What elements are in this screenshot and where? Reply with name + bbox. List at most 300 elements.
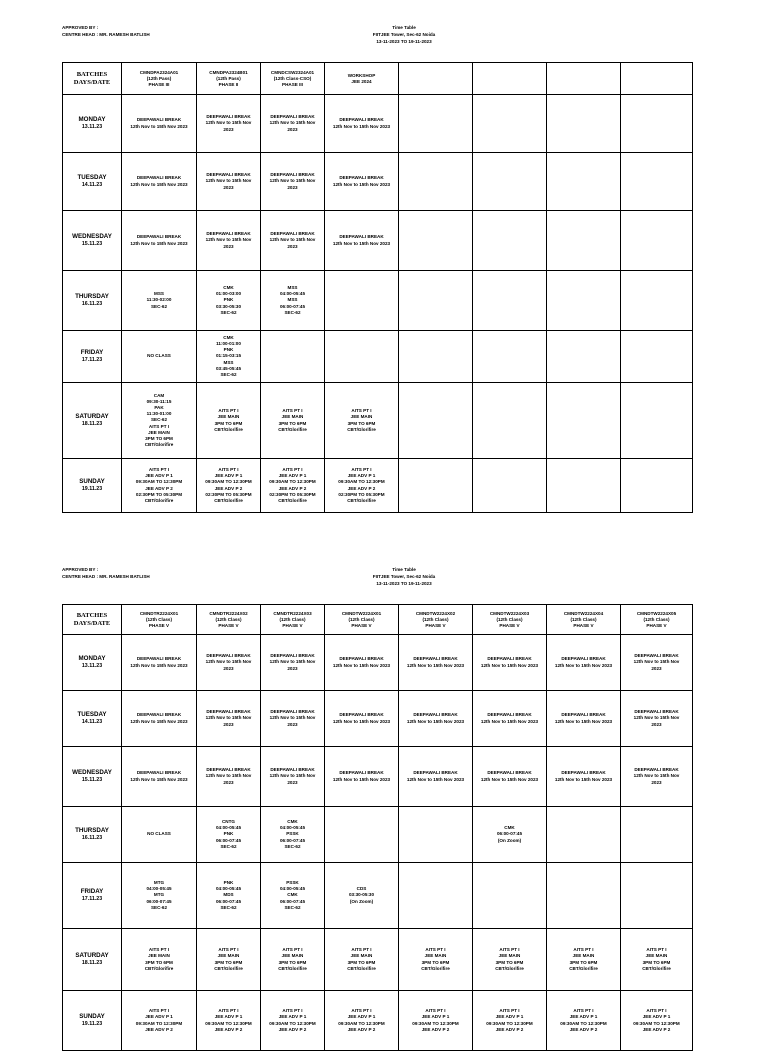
batch-header (122, 63, 197, 95)
schedule-line: 11:30-02:00 (146, 297, 172, 303)
schedule-line: JEE ADV P 1 (569, 1014, 598, 1020)
day-date: 14.11.23 (81, 718, 103, 725)
day-date: 19.11.23 (81, 485, 103, 492)
day-name: SATURDAY (75, 952, 109, 959)
schedule-cell (473, 459, 547, 513)
schedule-line: CBT/Glorifire (495, 965, 524, 971)
schedule-line: DEEPAWALI BREAK (339, 770, 384, 776)
day-date: 19.11.23 (81, 1020, 103, 1027)
schedule-line: 12th Nov to 15th Nov 2023 (332, 776, 391, 782)
schedule-line: MSS (154, 291, 164, 297)
schedule-line: AITS PT I (148, 466, 170, 472)
schedule-line: 04:00-05:45 (279, 825, 306, 831)
schedule-cell (197, 459, 261, 513)
schedule-cell (547, 747, 621, 807)
schedule-line: DEEPAWALI BREAK (206, 114, 251, 120)
batch-header (547, 605, 621, 635)
schedule-line: 03:30-05:30 (348, 892, 375, 898)
schedule-line: JEE MAIN (281, 414, 304, 420)
schedule-line: DEEPAWALI BREAK (206, 231, 251, 237)
schedule-cell (261, 863, 325, 929)
batch-header-line: (12th Class) (145, 616, 173, 622)
schedule-line: 2023 (651, 721, 662, 727)
schedule-line: MTG (153, 892, 165, 898)
schedule-cell (621, 807, 693, 863)
schedule-line: DEEPAWALI BREAK (136, 117, 182, 123)
schedule-cell (399, 635, 473, 691)
batches-days-corner (63, 605, 122, 635)
schedule-cell (122, 95, 197, 153)
schedule-line: JEE ADV P 1 (145, 473, 173, 479)
schedule-line: JEE MAIN (148, 429, 170, 435)
schedule-cell (399, 691, 473, 747)
schedule-cell (261, 383, 325, 459)
schedule-line: 2023 (223, 721, 234, 727)
schedule-cell (325, 331, 399, 383)
schedule-cell (547, 991, 621, 1051)
schedule-cell (621, 459, 693, 513)
schedule-line: SEC-62 (220, 372, 237, 377)
schedule-cell (621, 929, 693, 991)
schedule-line: 12th Nov to 15th Nov 2023 (554, 718, 613, 724)
schedule-cell (197, 863, 261, 929)
batch-header-line: PHASE V (282, 622, 303, 628)
day-name: WEDNESDAY (72, 233, 112, 240)
day-date: 15.11.23 (81, 240, 103, 247)
centre-head-label: CENTRE HEAD : MR. RAMESH BATLISH (62, 32, 150, 37)
schedule-line: 09:30AM TO 12:30PM (412, 1020, 459, 1026)
schedule-cell (197, 383, 261, 459)
schedule-line: AITS PT I (148, 1008, 170, 1014)
batch-header-line: (12th Class) (422, 616, 449, 622)
schedule-line: 01:00-03:00 (215, 291, 242, 297)
schedule-line: 09:30AM TO 12:30PM (205, 479, 252, 485)
batch-header-line: CMNDTW2224X05 (636, 610, 677, 616)
schedule-line: MTG (153, 879, 165, 885)
schedule-line: DEEPAWALI BREAK (634, 767, 679, 773)
batch-header-line: CMNDPA2324A01 (139, 69, 179, 75)
schedule-line: 2023 (223, 779, 234, 785)
schedule-line: JEE ADV P 2 (421, 1026, 450, 1032)
schedule-cell (261, 271, 325, 331)
day-date: 14.11.23 (81, 181, 103, 188)
schedule-cell (122, 635, 197, 691)
schedule-cell (325, 929, 399, 991)
schedule-line: 3PM TO 6PM (145, 436, 173, 441)
day-date-cell (63, 747, 122, 807)
schedule-line: AITS PT I (499, 947, 520, 953)
schedule-line: DEEPAWALI BREAK (561, 656, 606, 662)
day-name: THURSDAY (75, 293, 109, 300)
schedule-cell (261, 153, 325, 211)
schedule-line: DEEPAWALI BREAK (413, 656, 458, 662)
schedule-line: DEEPAWALI BREAK (561, 712, 606, 718)
day-date-cell (63, 331, 122, 383)
batch-header-line: (12th Class) (570, 616, 597, 622)
batch-header-line: (12th Class) (279, 616, 306, 622)
schedule-line: JEE ADV P 2 (214, 485, 243, 491)
schedule-line: JEE ADV P 2 (347, 485, 376, 491)
schedule-cell (122, 459, 197, 513)
schedule-cell (261, 331, 325, 383)
day-name: MONDAY (78, 655, 106, 662)
day-row (63, 153, 693, 211)
schedule-line: 2023 (223, 184, 234, 190)
batch-header (261, 605, 325, 635)
schedule-cell (325, 635, 399, 691)
schedule-line: CBT/Glorifire (278, 965, 307, 971)
schedule-line: 12th Nov to 15th Nov 2023 (554, 776, 613, 782)
schedule-line: 06:00-07:45 (215, 898, 242, 904)
day-row (63, 95, 693, 153)
schedule-line: 09:30AM TO 12:30PM (560, 1020, 607, 1026)
schedule-line: (On Zoom) (349, 898, 374, 904)
schedule-cell (473, 271, 547, 331)
day-row (63, 863, 693, 929)
batch-header-line: CMNDTW2224X01 (341, 610, 382, 616)
schedule-line: 11:00-01:00 (216, 340, 241, 346)
schedule-cell (621, 153, 693, 211)
schedule-cell (122, 991, 197, 1051)
schedule-cell (325, 807, 399, 863)
schedule-cell (547, 691, 621, 747)
schedule-line: SEC-62 (150, 303, 168, 309)
schedule-line: 12th Nov to 15th Nov (633, 659, 680, 665)
schedule-line: 2023 (223, 665, 234, 671)
schedule-line: JEE MAIN (424, 953, 447, 959)
day-row (63, 747, 693, 807)
schedule-line: PAK (154, 404, 164, 410)
schedule-line: 04:00-05:45 (279, 886, 306, 892)
schedule-line: AITS PT I (148, 947, 170, 953)
batch-header-line: PHASE II (218, 81, 239, 87)
schedule-line: 09:30AM TO 12:30PM (338, 479, 385, 485)
schedule-line: 12th Nov to 15th Nov 2023 (332, 718, 391, 724)
schedule-line: PNK (223, 297, 234, 303)
schedule-line: NO CLASS (147, 353, 171, 359)
schedule-line: 12th Nov to 15th Nov 2023 (130, 718, 188, 724)
schedule-line: CDS (356, 886, 367, 892)
schedule-cell (547, 153, 621, 211)
schedule-line: 12th Nov to 15th Nov 2023 (130, 240, 188, 246)
batch-header (473, 605, 547, 635)
schedule-cell (122, 211, 197, 271)
schedule-line: DEEPAWALI BREAK (270, 231, 315, 237)
schedule-line: AITS PT I (282, 466, 303, 472)
schedule-cell (473, 863, 547, 929)
schedule-line: 12th Nov to 15th Nov 2023 (480, 718, 539, 724)
schedule-line: (On Zoom) (497, 837, 522, 843)
schedule-line: 3PM TO 6PM (347, 959, 376, 965)
schedule-cell (261, 635, 325, 691)
schedule-line: 12th Nov to 15th Nov 2023 (332, 181, 391, 187)
schedule-line: CBT/Glorifire (642, 965, 671, 971)
schedule-cell (325, 691, 399, 747)
schedule-line: 2023 (223, 243, 234, 249)
batch-header-line: JEE 2024 (351, 78, 372, 84)
schedule-line: AITS PT I (148, 423, 170, 429)
schedule-cell (325, 95, 399, 153)
batch-header (197, 605, 261, 635)
batch-header-line: (12th Class) (496, 616, 523, 622)
schedule-line: 12th Nov to 15th Nov (269, 178, 316, 184)
schedule-line: 3PM TO 6PM (145, 959, 173, 965)
day-row (63, 807, 693, 863)
schedule-line: PNK (223, 831, 234, 837)
day-date: 16.11.23 (81, 834, 103, 841)
schedule-line: JEE ADV P 1 (495, 1014, 524, 1020)
schedule-cell (261, 747, 325, 807)
schedule-line: JEE MAIN (217, 953, 240, 959)
schedule-line: JEE ADV P 2 (145, 1026, 173, 1032)
venue-label: FIITJEE Tower, Sec-62 Noida (372, 32, 436, 37)
schedule-line: JEE ADV P 1 (347, 1014, 376, 1020)
schedule-cell (473, 153, 547, 211)
schedule-line: CBT/Glorifire (347, 426, 376, 432)
batch-header-line: (12th Class-CSO) (273, 75, 312, 81)
schedule-line: CMK (223, 284, 234, 290)
schedule-line: DEEPAWALI BREAK (206, 767, 251, 773)
schedule-line: MSS (287, 297, 298, 303)
schedule-line: 02:30PM TO 05:30PM (205, 491, 252, 497)
schedule-cell (197, 635, 261, 691)
schedule-line: AITS PT I (218, 408, 239, 414)
schedule-line: AITS PT I (573, 947, 594, 953)
schedule-cell (399, 863, 473, 929)
schedule-cell (325, 863, 399, 929)
schedule-cell (473, 211, 547, 271)
day-date-cell (63, 807, 122, 863)
schedule-line: 12th Nov to 15th Nov 2023 (406, 718, 465, 724)
schedule-cell (473, 691, 547, 747)
timetable-2 (62, 604, 693, 1051)
schedule-line: CAM (153, 392, 165, 398)
schedule-line: DEEPAWALI BREAK (136, 770, 182, 776)
schedule-cell (325, 459, 399, 513)
schedule-line: AITS PT I (282, 408, 303, 414)
schedule-cell (261, 691, 325, 747)
batch-header (122, 605, 197, 635)
schedule-line: SEC-62 (220, 904, 237, 910)
schedule-line: 12th Nov to 15th Nov (633, 773, 680, 779)
schedule-line: 09:30AM TO 12:30PM (135, 1020, 183, 1026)
schedule-line: CMK (504, 825, 515, 831)
schedule-cell (621, 747, 693, 807)
day-name: TUESDAY (77, 711, 107, 718)
schedule-cell (621, 95, 693, 153)
schedule-cell (473, 747, 547, 807)
schedule-line: JEE ADV P 1 (278, 473, 307, 479)
schedule-line: JEE ADV P 1 (642, 1014, 671, 1020)
schedule-line: 06:00-07:45 (279, 303, 306, 309)
schedule-line: DEEPAWALI BREAK (206, 172, 251, 178)
schedule-line: AITS PT I (351, 947, 372, 953)
schedule-cell (547, 271, 621, 331)
schedule-line: 09:30AM TO 12:30PM (338, 1020, 385, 1026)
schedule-line: 04:00-05:45 (215, 825, 242, 831)
day-row (63, 691, 693, 747)
schedule-line: AITS PT I (573, 1008, 594, 1014)
schedule-line: SEC-62 (284, 843, 301, 849)
day-name: MONDAY (78, 116, 106, 123)
schedule-line: 3PM TO 6PM (569, 959, 598, 965)
schedule-line: 12th Nov to 15th Nov (269, 659, 316, 665)
schedule-cell (621, 331, 693, 383)
day-date: 13.11.23 (81, 123, 103, 130)
day-date-cell (63, 271, 122, 331)
schedule-cell (325, 211, 399, 271)
schedule-line: 12th Nov to 15th Nov 2023 (130, 181, 188, 187)
schedule-line: AITS PT I (425, 947, 446, 953)
day-row (63, 459, 693, 513)
schedule-line: 09:30AM TO 12:30PM (205, 1020, 252, 1026)
schedule-cell (621, 691, 693, 747)
schedule-line: 2023 (287, 184, 298, 190)
schedule-line: CBT/Glorifire (214, 965, 243, 971)
schedule-line: PNK (223, 879, 234, 885)
schedule-line: 04:00-05:45 (279, 291, 306, 297)
timetable-title: Time Table (392, 25, 416, 30)
batch-header (399, 605, 473, 635)
schedule-line: 3PM TO 6PM (495, 959, 524, 965)
batch-header-line: PHASE V (218, 622, 239, 628)
schedule-line: SEC-62 (284, 309, 301, 315)
schedule-line: DEEPAWALI BREAK (136, 234, 182, 240)
schedule-line: DEEPAWALI BREAK (136, 656, 182, 662)
day-date-cell (63, 691, 122, 747)
schedule-line: 12th Nov to 15th Nov (205, 715, 252, 721)
schedule-cell (399, 95, 473, 153)
schedule-line: NO CLASS (147, 831, 171, 837)
schedule-line: JEE ADV P 1 (278, 1014, 307, 1020)
schedule-line: JEE MAIN (645, 953, 668, 959)
batch-header-line: PHASE V (499, 622, 520, 628)
schedule-line: SEC-62 (220, 309, 237, 315)
schedule-line: 12th Nov to 15th Nov 2023 (130, 662, 188, 668)
schedule-line: 3PM TO 6PM (278, 959, 307, 965)
schedule-line: JEE ADV P 1 (145, 1014, 173, 1020)
schedule-line: 09:30AM TO 12:30PM (269, 1020, 316, 1026)
batch-header-line: CMNDTR2224X02 (209, 610, 248, 616)
schedule-line: 12th Nov to 15th Nov (269, 120, 316, 126)
schedule-cell (473, 929, 547, 991)
schedule-cell (473, 807, 547, 863)
schedule-line: 09:30AM TO 12:30PM (135, 479, 183, 485)
schedule-line: DEEPAWALI BREAK (339, 175, 384, 181)
schedule-cell (621, 863, 693, 929)
approved-by-label: APPROVED BY : (62, 567, 99, 572)
day-date: 16.11.23 (81, 300, 103, 307)
schedule-line: JEE ADV P 1 (347, 473, 376, 479)
schedule-line: CBT/Glorifire (347, 497, 376, 503)
batch-header (325, 63, 399, 95)
schedule-line: 02:30PM TO 05:30PM (338, 491, 385, 497)
batch-header-line: PHASE III (282, 81, 303, 87)
day-date-cell (63, 929, 122, 991)
corner-batches-label: BATCHES (76, 70, 108, 78)
schedule-line: 3PM TO 6PM (421, 959, 450, 965)
schedule-cell (473, 95, 547, 153)
schedule-line: 2023 (287, 721, 298, 727)
batch-header-line: CMNDTW2224X04 (563, 610, 604, 616)
day-name: FRIDAY (80, 888, 104, 895)
schedule-cell (261, 459, 325, 513)
schedule-line: CMK (287, 818, 298, 824)
day-name: TUESDAY (77, 174, 107, 181)
batch-header-line: (12th Pass) (216, 75, 241, 81)
timetable-1 (62, 62, 693, 513)
schedule-line: JEE MAIN (498, 953, 521, 959)
schedule-line: DEEPAWALI BREAK (487, 656, 532, 662)
day-date-cell (63, 383, 122, 459)
batch-header (197, 63, 261, 95)
schedule-line: 02:30PM TO 05:30PM (269, 491, 316, 497)
schedule-line: AITS PT I (499, 1008, 520, 1014)
schedule-line: JEE MAIN (350, 414, 373, 420)
schedule-line: 12th Nov to 15th Nov 2023 (332, 662, 391, 668)
schedule-line: 12th Nov to 15th Nov (269, 237, 316, 243)
day-date: 17.11.23 (81, 356, 103, 363)
day-row (63, 383, 693, 459)
schedule-line: DEEPAWALI BREAK (561, 770, 606, 776)
schedule-line: DEEPAWALI BREAK (487, 770, 532, 776)
schedule-cell (547, 863, 621, 929)
approved-by-label: APPROVED BY : (62, 25, 99, 30)
batch-header-line: (12th Pass) (146, 75, 172, 81)
schedule-line: CNTG (221, 818, 235, 824)
schedule-line: 3PM TO 6PM (642, 959, 671, 965)
schedule-line: DEEPAWALI BREAK (339, 712, 384, 718)
schedule-line: JEE ADV P 2 (642, 1026, 671, 1032)
schedule-cell (261, 929, 325, 991)
schedule-cell (197, 991, 261, 1051)
batch-header (399, 63, 473, 95)
schedule-line: 12th Nov to 15th Nov (205, 773, 252, 779)
schedule-line: JEE ADV P 2 (495, 1026, 524, 1032)
schedule-line: DEEPAWALI BREAK (206, 653, 251, 659)
schedule-cell (399, 153, 473, 211)
schedule-line: JEE ADV P 1 (214, 473, 243, 479)
schedule-line: 06:00-07:45 (496, 831, 523, 837)
batch-header-line: (12th Class) (643, 616, 670, 622)
batch-header-line: PHASE V (573, 622, 594, 628)
schedule-cell (547, 635, 621, 691)
schedule-line: DEEPAWALI BREAK (136, 712, 182, 718)
schedule-cell (197, 691, 261, 747)
schedule-line: 3PM TO 6PM (347, 420, 376, 426)
corner-days-label: DAYS/DATE (73, 78, 111, 86)
schedule-cell (122, 929, 197, 991)
batch-header-line: PHASE V (425, 622, 446, 628)
schedule-cell (325, 153, 399, 211)
schedule-line: DEEPAWALI BREAK (339, 117, 384, 123)
schedule-cell (621, 383, 693, 459)
schedule-cell (122, 747, 197, 807)
schedule-cell (197, 807, 261, 863)
schedule-line: 2023 (287, 779, 298, 785)
schedule-line: 04:00-05:45 (146, 886, 172, 892)
title-block-2 (334, 566, 474, 587)
day-name: SUNDAY (79, 478, 105, 485)
schedule-line: DEEPAWALI BREAK (270, 709, 315, 715)
schedule-cell (197, 211, 261, 271)
schedule-cell (399, 459, 473, 513)
schedule-cell (197, 95, 261, 153)
schedule-cell (325, 747, 399, 807)
schedule-line: CBT/Glorifire (569, 965, 598, 971)
schedule-line: DEEPAWALI BREAK (413, 712, 458, 718)
batch-header-row (63, 63, 693, 95)
